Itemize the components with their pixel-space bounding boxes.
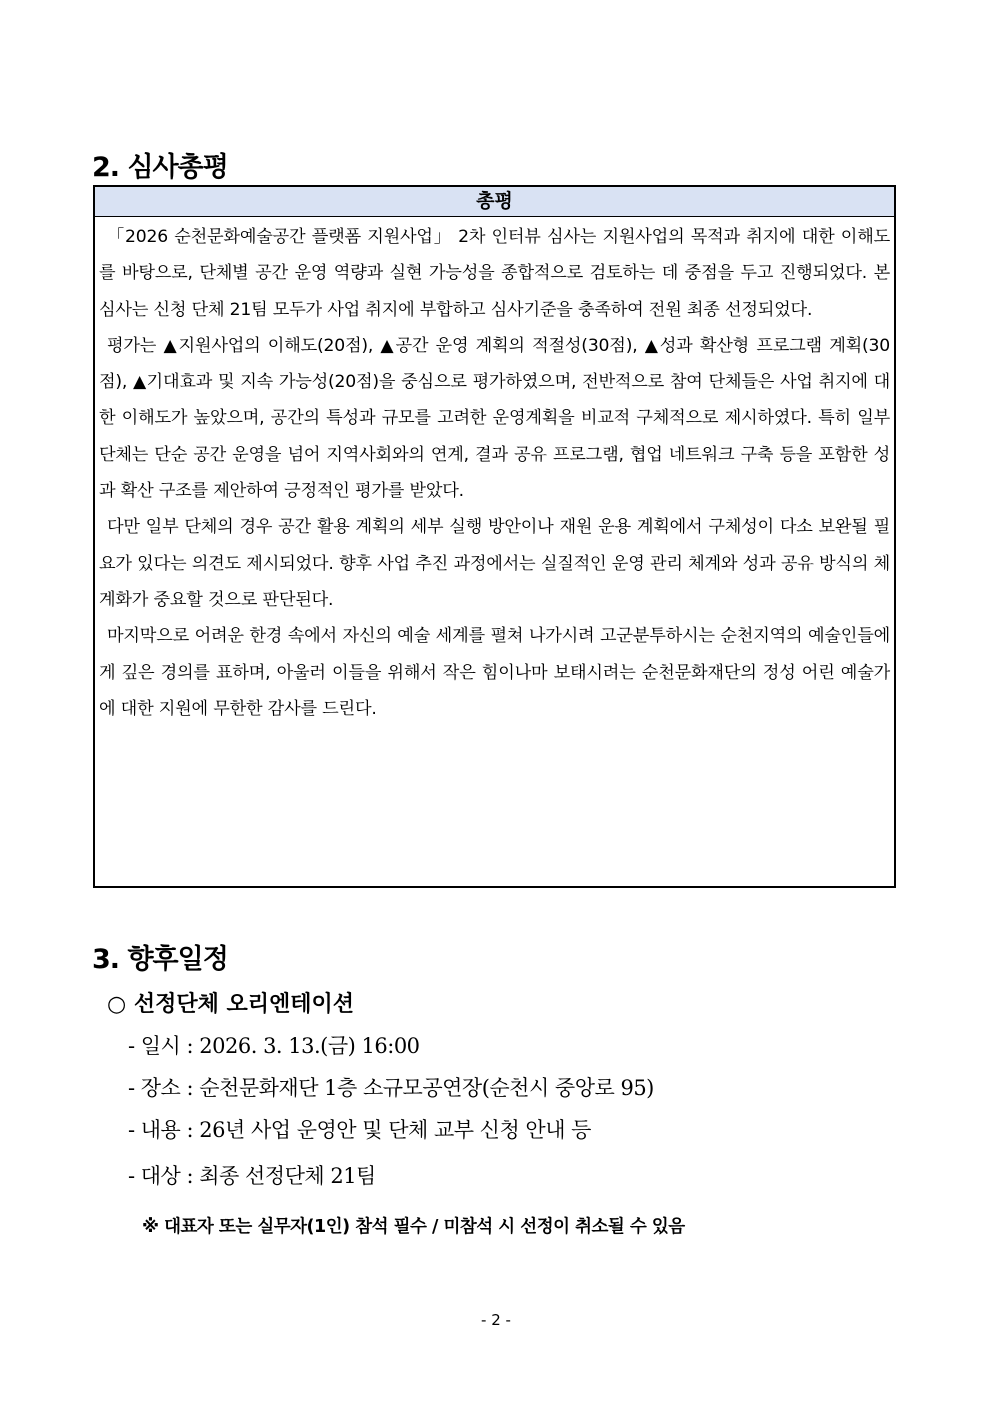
- attendance-note: ※ 대표자 또는 실무자(1인) 참석 필수 / 미참석 시 선정이 취소될 수 있음: [142, 1217, 685, 1237]
- section-2-heading: 2. 심사총평: [92, 152, 228, 183]
- review-paragraph-3: 다만 일부 단체의 경우 공간 활용 계획의 세부 실행 방안이나 재원 운용 계획에서 구체성이 다소 보완될 필요가 있다는 의견도 제시되었다. 향후 사업 추진 과정에서는 실질적인 운영 관리 체계와 성과 공유 방식의 체계화가 중요할 것으로 판단된다.: [99, 517, 890, 610]
- review-box-body: [95, 217, 894, 727]
- schedule-content: - 내용 : 26년 사업 운영안 및 단체 교부 신청 안내 등: [128, 1118, 591, 1142]
- review-paragraph-2: 평가는 ▲지원사업의 이해도(20점), ▲공간 운영 계획의 적절성(30점), ▲성과 확산형 프로그램 계획(30점), ▲기대효과 및 지속 가능성(20점)을 중심으로 평가하였으며, 전반적으로 참여 단체들은 사업 취지에 대한 이해도가 높았으며, 공간의 특성과 규모를 고려한 운영계획을 비교적 구체적으로 제시하였다. 특히 일부 단체는 단순 공간 운영을 넘어 지역사회와의 연계, 결과 공유 프로그램, 협업 네트워크 구축 등을 포함한 성과 확산 구조를 제안하여 긍정적인 평가를 받았다.: [99, 335, 890, 502]
- schedule-place: - 장소 : 순천문화재단 1층 소규모공연장(순천시 중앙로 95): [128, 1076, 654, 1100]
- review-summary-box: [93, 185, 896, 888]
- schedule-date: - 일시 : 2026. 3. 13.(금) 16:00: [128, 1034, 420, 1058]
- section-3-heading: 3. 향후일정: [92, 944, 228, 975]
- review-paragraph-4: 마지막으로 어려운 한경 속에서 자신의 예술 세계를 펼쳐 나가시려 고군분투하시는 순천지역의 예술인들에게 깊은 경의를 표하며, 아울러 이들을 위해서 작은 힘이나마 보태시려는 순천문화재단의 정성 어린 예술가에 대한 지원에 무한한 감사를 드린다.: [99, 626, 890, 719]
- page-number: - 2 -: [481, 1311, 511, 1329]
- orientation-subheading: ○ 선정단체 오리엔테이션: [107, 991, 355, 1017]
- review-box-header: 총평: [95, 187, 894, 217]
- schedule-target: - 대상 : 최종 선정단체 21팀: [128, 1164, 376, 1188]
- review-paragraph-1: 「2026 순천문화예술공간 플랫폼 지원사업」 2차 인터뷰 심사는 지원사업의 목적과 취지에 대한 이해도를 바탕으로, 단체별 공간 운영 역량과 실현 가능성을 종합적으로 검토하는 데 중점을 두고 진행되었다. 본 심사는 신청 단체 21팀 모두가 사업 취지에 부합하고 심사기준을 충족하여 전원 최종 선정되었다.: [99, 227, 890, 320]
